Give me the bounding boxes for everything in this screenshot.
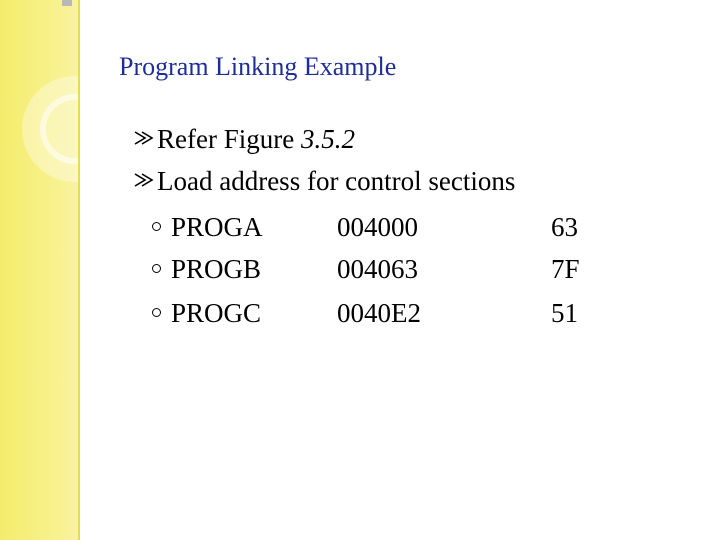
- decorative-sidebar: [0, 0, 80, 540]
- bullet-text: Refer Figure: [157, 124, 301, 154]
- section-name: PROGB: [171, 254, 262, 284]
- slide-title: Program Linking Example: [119, 52, 397, 81]
- ring-bullet-icon: [152, 222, 161, 231]
- section-length: 51: [551, 298, 578, 328]
- section-name: PROGC: [171, 298, 262, 328]
- ring-bullet-icon: [152, 264, 161, 273]
- section-address: 004000: [337, 212, 418, 242]
- sidebar-notch: [62, 0, 72, 6]
- ring-bullet-icon: [152, 308, 161, 317]
- section-length: 7F: [551, 254, 580, 284]
- section-length: 63: [551, 212, 578, 242]
- arrow-bullet-icon: [133, 129, 157, 147]
- section-address: 004063: [337, 254, 418, 284]
- section-name: PROGA: [171, 212, 263, 242]
- section-address: 0040E2: [337, 298, 421, 328]
- bullet-text: Load address for control sections: [157, 166, 516, 196]
- bullet-refer-figure: [133, 124, 355, 155]
- figure-reference: 3.5.2: [300, 124, 355, 154]
- arrow-bullet-icon: [133, 171, 157, 189]
- bullet-load-address: [133, 166, 515, 197]
